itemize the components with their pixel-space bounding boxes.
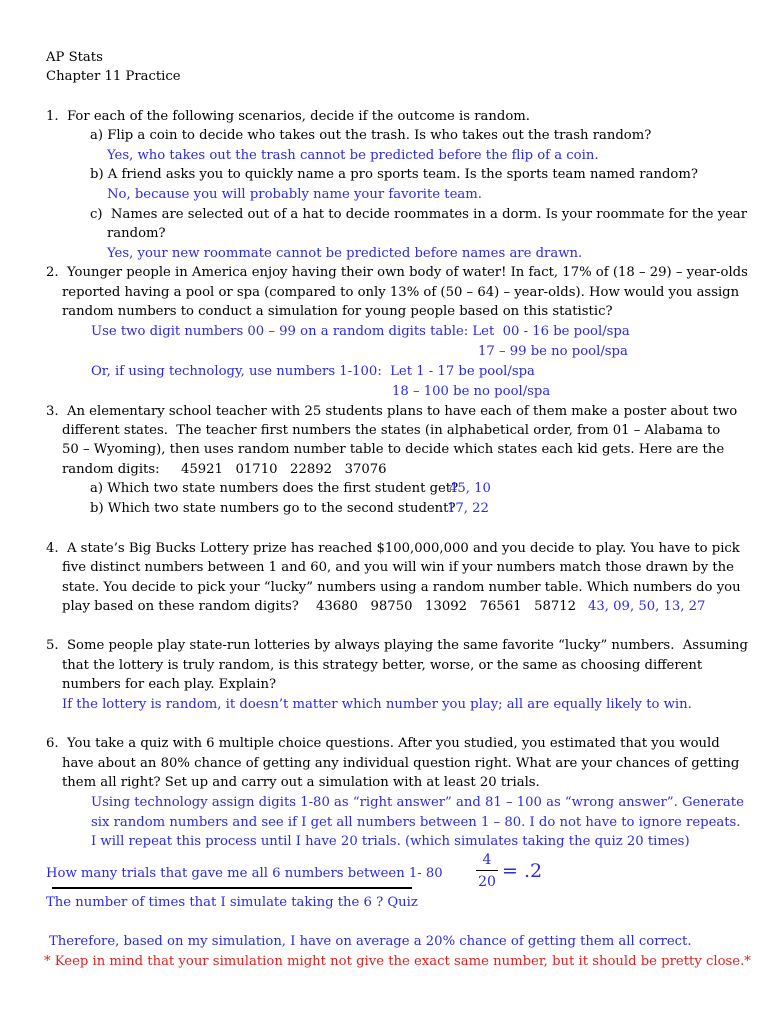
q6-line-1: 6. You take a quiz with 6 multiple choice questions. After you studied, you estimated that you would [46,736,720,751]
q3-random-digits: 45921 01710 22892 37076 [181,462,387,477]
q4-line-3: state. You decide to pick your “lucky” numbers using a random number table. Which numbers do you [62,580,741,595]
q6-numerator-label: How many trials that gave me all 6 numbers between 1- 80 [46,866,443,881]
q6-answer-3: I will repeat this process until I have 20 trials. (which simulates taking the quiz 20 times) [91,834,690,849]
fraction-rule [52,887,412,889]
q3-line-2: different states. The teacher first numbers the states (in alphabetical order, from 01 – Alabama to [62,423,721,438]
q4-line-1: 4. A state’s Big Bucks Lottery prize has reached $100,000,000 and you decide to play. You have to pick [46,541,740,556]
q3-digits-label: random digits: [62,462,160,477]
q3-line-1: 3. An elementary school teacher with 25 students plans to have each of them make a poster about two [46,404,738,419]
q2-answer-1: Use two digit numbers 00 – 99 on a random digits table: Let 00 - 16 be pool/spa [91,324,630,339]
q1c-question-cont: random? [107,226,166,241]
q4-line-2: five distinct numbers between 1 and 60, and you will win if your numbers match those drawn by the [62,560,734,575]
q1c-question: c) Names are selected out of a hat to decide roommates in a dorm. Is your roommate for the year [90,207,748,222]
q2-answer-4: 18 – 100 be no pool/spa [392,384,551,399]
q3a-question: a) Which two state numbers does the first student get? [90,481,459,496]
q6-line-2: have about an 80% chance of getting any individual question right. What are your chances of getting [62,756,740,771]
q1c-answer: Yes, your new roommate cannot be predicted before names are drawn. [107,246,583,261]
q2-answer-3: Or, if using technology, use numbers 1-100: Let 1 - 17 be pool/spa [91,364,535,379]
fraction-denominator: 20 [478,874,496,890]
q5-answer: If the lottery is random, it doesn’t matter which number you play; all are equally likely to win. [62,697,692,712]
fraction-numerator: 4 [482,852,492,868]
q6-answer-2: six random numbers and see if I get all numbers between 1 – 80. I do not have to ignore repeats. [91,815,741,830]
q4-digits-label: play based on these random digits? [62,599,299,614]
q6-conclusion: Therefore, based on my simulation, I have on average a 20% chance of getting them all correct. [49,934,692,949]
q4-answer: 43, 09, 50, 13, 27 [588,599,706,614]
fraction-result: = .2 [502,860,543,882]
q6-answer-1: Using technology assign digits 1-80 as “right answer” and 81 – 100 as “wrong answer”. Generate [91,795,744,810]
q5-line-2: that the lottery is truly random, is this strategy better, worse, or the same as choosing different [62,658,703,673]
q1-prompt: 1. For each of the following scenarios, decide if the outcome is random. [46,109,530,124]
q3-line-3: 50 – Wyoming), then uses random number table to decide which states each kid gets. Here are the [62,442,725,457]
course-title: AP Stats [46,50,103,65]
q6-note: * Keep in mind that your simulation might not give the exact same number, but it should be pretty close.* [44,954,751,969]
probability-fraction [476,852,498,890]
q3b-question: b) Which two state numbers go to the second student? [90,501,456,516]
q5-line-3: numbers for each play. Explain? [62,677,277,692]
q2-answer-2: 17 – 99 be no pool/spa [478,344,628,359]
chapter-title: Chapter 11 Practice [46,69,181,84]
q1a-question: a) Flip a coin to decide who takes out the trash. Is who takes out the trash random? [90,128,652,143]
q6-denominator-label: The number of times that I simulate taking the 6 ? Quiz [46,895,418,910]
q5-line-1: 5. Some people play state-run lotteries by always playing the same favorite “lucky” numbers. Assuming [46,638,748,653]
q1b-answer: No, because you will probably name your favorite team. [107,187,482,202]
q2-line-3: random numbers to conduct a simulation for young people based on this statistic? [62,304,613,319]
q2-line-1: 2. Younger people in America enjoy having their own body of water! In fact, 17% of (18 – 29) – year-olds [46,265,748,280]
q3a-answer: 45, 10 [449,481,491,496]
q3b-answer: 17, 22 [447,501,489,516]
q2-line-2: reported having a pool or spa (compared to only 13% of (50 – 64) – year-olds). How would you assign [62,285,740,300]
fraction-bar [476,870,498,871]
q1b-question: b) A friend asks you to quickly name a pro sports team. Is the sports team named random? [90,167,698,182]
q4-random-digits: 43680 98750 13092 76561 58712 [316,599,577,614]
q1a-answer: Yes, who takes out the trash cannot be predicted before the flip of a coin. [107,148,599,163]
q6-line-3: them all right? Set up and carry out a simulation with at least 20 trials. [62,775,540,790]
